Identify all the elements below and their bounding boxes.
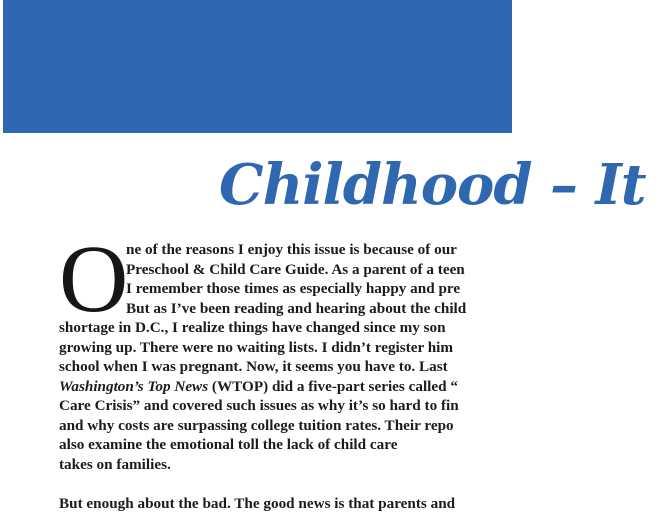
text-line: But enough about the bad. The good news is that parents and	[59, 494, 659, 513]
text-line: and why costs are surpassing college tuition rates. Their repo	[59, 416, 659, 436]
text-line: But as I’ve been reading and hearing about the child	[59, 299, 659, 319]
text-line: ne of the reasons I enjoy this issue is because of our	[59, 240, 659, 260]
article-headline: Childhood – It	[219, 140, 646, 230]
paragraph-gap	[59, 474, 659, 494]
publication-name: Washington’s Top News	[59, 378, 208, 395]
top-banner	[3, 0, 512, 133]
drop-cap: O	[59, 236, 128, 322]
text-line: I remember those times as especially happy and pre	[59, 279, 659, 299]
text-line-mixed	[59, 377, 659, 397]
text-line: school when I was pregnant. Now, it seems you have to. Last	[59, 357, 659, 377]
text-line: Preschool & Child Care Guide. As a parent of a teen	[59, 260, 659, 280]
text-line: also examine the emotional toll the lack of child care	[59, 435, 659, 455]
text-line: Care Crisis” and covered such issues as why it’s so hard to fin	[59, 396, 659, 416]
text-line: shortage in D.C., I realize things have changed since my son	[59, 318, 659, 338]
text-line: takes on families.	[59, 455, 659, 475]
article-body	[59, 240, 659, 513]
text-line: growing up. There were no waiting lists. I didn’t register him	[59, 338, 659, 358]
text-fragment: (WTOP) did a five-part series called “	[208, 378, 458, 395]
